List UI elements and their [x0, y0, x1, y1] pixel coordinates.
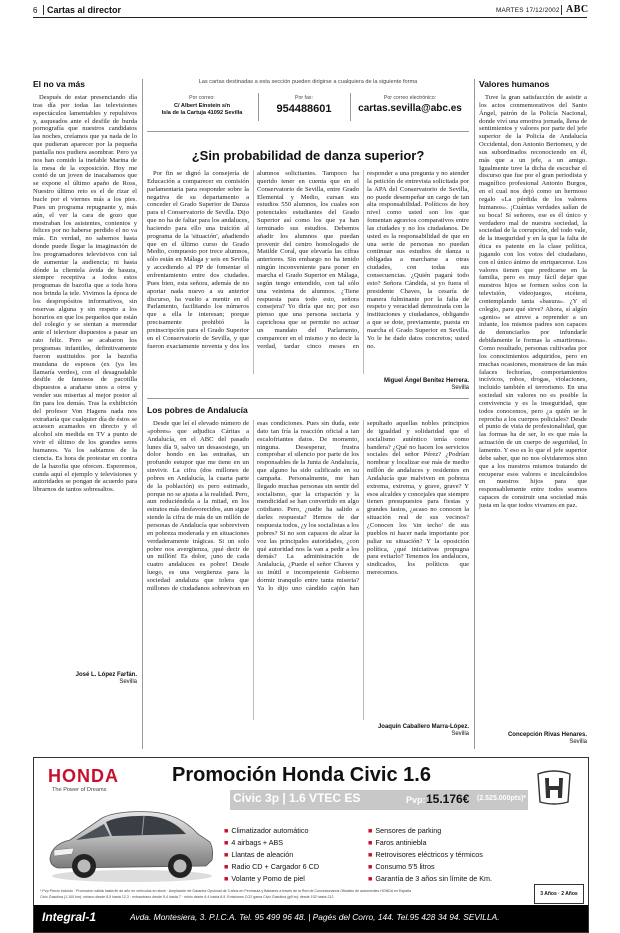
- right-letter-signature: Concepción Rivas Henares.: [507, 732, 587, 738]
- ad-fineprint-2: Civic Gasolina (1.100 km): urbano desde 8,5 hasta 12,3 · extraurbano desde 5,4 hasta 7 · mixto desde 6,4 hasta 8,9. Emisiones CO2 gama Civic Gasolina (g/Km): desde 152 hasta 212: [40, 895, 334, 899]
- dealer-address: Avda. Montesiera, 3. P.I.C.A. Tel. 95 499 96 48. | Pagés del Corro, 144. Tel.95 428 34 94. SEVILLA.: [130, 912, 500, 922]
- right-letter-body: [479, 94, 587, 730]
- address-box-bottom-rule: [147, 131, 469, 132]
- col-divider-right: [474, 79, 475, 749]
- price-euro: 15.176€: [426, 792, 470, 806]
- bottom-letter-text: Desde que leí el elevado número de «pobres» que adjudica Cáritas a Andalucía, en el ABC del pasado lunes día 9, salvo un desasosiego, un dolor hondo en las entrañas, un profundo estupor que me tiene en un sinvivir. La cifra (dos millones de pobres en Andalucía, la cuarta parte de la población) es pero estimado, porque no se ajusta a la realidad. Pero, aun reduciéndola a la mitad, en los estratos más desfavorecidos, aun sigue siendo la cifra de más de un millón de personas de Andalucía que sobreviven en pobreza moderada y en situaciones verdaderamente trágicas. Si un solo pobre nos avergüenza, ¡qué decir de un millón! Es dolor, ¡uno de cada cuatro andaluces es pobre! Desde luego, es una vergüenza para la sociedad andaluza que tolera que millones de ciudadanos sobrevivan en esas condiciones. Pues sin duda, este dato tan fría la reacción oficial a tan escalofriantes datos. De momento, ninguna. Desesperar, frustra comprobar el silencio por parte de los responsables de la Junta de Andalucía, que alguno ha sido calificado en su campaña. Personalmente, me han llegado muchas personas sin sentir del socialismo, que la crispación y la mendicidad se han convertido en algo cotidiano. Pero, ¿nadie ha salido a darles respuesta? Hemos de dar respuesta todos, ¿y los socialistas a los pobres? Si no son capaces de alzar la voz las principales autoridades, ¿con qué autoridad nos la van a pedir a los demás? La administración de Andalucía, ¿Puede el señor Chaves y su inútil e incompetente Gobierno dormir tranquilo entre tanta miseria? Ya lo dijo uno cándido cajón han sepultado aquellas nobles principios de igualdad y solidaridad que el socialismo auténtico tenía como bandera? ¿Qué no hacen los servicios sociales del señor Pérez? ¿Podrían nombrar y localizar ese más de medio millón de andaluces y residentes en Andalucía que malviven en pobreza extrema, extrema, y grave, grave? Y esos alcaldes y concejales que siempre tienen presupuestos para fiestas y grandes fastos, ¿acaso no conocen la situación real de sus vecinos? ¿Conocen los 'sin techo' de sus pueblos ni hacer nada importante por paliar su situación? Y la oposición política, ¿qué iniciativas propugna para evitarlo? Tenemos los andaluces, sindicados, los políticos que merecemos.: [147, 420, 469, 592]
- feature-left-5: ■ Volante y Pomo de piel: [224, 874, 305, 883]
- right-letter-text: Tuve la gran satisfacción de asistir a los actos conmemorativos del Santo Ángel, patrón de la Policía Nacional, donde viví una emotiva jornada, llena de sentimientos y valores por parte del jefe superior de la Policía de Andalucía Occidental, don Antonio Bertomeu, y de sus subordinados reconociendo en él, más que a un jefe, a un amigo. Igualmente tuve la dicha de escuchar el discurso que fue por el gran periodista y magnífico profesional Antonio Burgos, en el cual nos dejó como un hermoso regalo «La pérdida de los valores humanos». ¡Cuántas verdades salían de su boca! Sí señores, ese es él único y verdadero mal de nuestra sociedad, la sociedad de la corrupción, del todo vale, de la inseguridad y en la que la falta de ética es patente en la clase política, jugando con los votos del ciudadano, con el único ánimo de enriquecerse. Los valores tienen que predicarse en la familia, pero es muy fácil dejar que nuestros hijos se formen solos con la televisión, videojuegos, etcétera, contemplando tanta «basura». ¿Y el colegio, para qué sirve? Ahora, sí algún «genio» se atreve a reprender a un infante, los mismos padres son capaces de denunciarlos por infundarle debidamente le formas la «martirona». Como resultado, personas cultivadas por los conocimientos adquiridos, pero en muchas ocasiones, monstruos de las más falaces fechorías, comportamientos incívicos, robos, drogas, violaciones, incluido también el terrorismo. En una sociedad sin valores no es posible la convivencia y es la inseguridad, que todos conocemos, pero ¿a quién se le reprocha a los cuerpos policiales? Desde el punto de vista de profesionalidad, que las formas ha de ser, lo es que más la actuación de un cuerpo de seguridad, lo lamento. Y eso es lo que el jefe superior debe saber, que no nos olvidaremos sino que a los nuestros mismos tratando de recuperar esos valores e inculcándolos en nuestros hijos para que responsablemente entre todos seamos capaces de construir una sociedad más justa en la que todos vivamos en paz.: [479, 94, 587, 509]
- feature-right-5: ■ Garantía de 3 años sin límite de Km.: [368, 874, 493, 883]
- feature-label: Faros antiniebla: [375, 838, 427, 847]
- email-label: Por correo electrónico:: [383, 95, 437, 101]
- left-letter-signature-block: [33, 672, 137, 687]
- letters-intro: Las cartas destinadas a esta sección pueden dirigirse a cualquiera de la siguiente forma: [198, 79, 418, 85]
- warranty-badge: 3 Años · 2 Años: [534, 884, 584, 904]
- price-pesetas: (2.525.000pts)*: [477, 795, 527, 802]
- left-letter-text: Después de estar presenciando día tras día por todas las televisiones espectáculos lamentables y repulsivos y, asqueados ante el desfile de burda pornografía que nuestros candidatos las noches, creíamos que ya nada de lo que pudieran aparecer por la pequeña pantalla nos pudiera asombrar. Pero ya nos han comido la inefable Marina de la mesa de la exposición. Hoy me contó de un joven de inacabamos que se expone el último apaño de Ross, Nuestro último reto es el de rizar el bucle por el viernes más a los pies. Pues un programa repugnante y, más aún, el ver la cara de gozo que mostraban los asistentes, contentos y felices por no haberse perdido el no va más. En verdad, no sabemos hasta donde puede llegar la imaginación de los programadores televisivos con tal de aumentar la audiencia; ni hasta dónde la clientela ávida de basura, siempre receptiva a todos estos programas de bazofia que a toda hora nos brinda la tele. Vivimos la época de los despropósitos informativos, sin reservas alguna y sin respeto a los horarios en que los pequeños que están del colegio y se sientan a merendar ante el televisor dispuestos a pasar un rato feliz. Pero se acabaron los programas infantiles, definitivamente fueron sustituidos por la bazofia mundana de esposos (ex (ya les llamaría verdes), con el desagradable desfile de famosos de pacotilla dispuestos a arañarse unos a otros y vender sus miserias al mejor postor al fin para los demás. Tras la exhibición del profesor Von Hagens nada nos extrañaría que cualquier día de éstos se acuesen acamados en directo y el alcohol sin medida en TV a punto de vivir el último de los grandes seres humanos. Ya los sabíamos de la ciencia. Es hora de protestar en contra de la bazofia que ofrecen. Esperemos, cunda aquí el ejemplo y televisiones y autoridades se pongan de acuerdo para librarnos de tantos sobresaltos.: [33, 94, 137, 494]
- abc-logo: ABC: [566, 4, 589, 15]
- main-letter-bottom-rule: [147, 398, 469, 399]
- bottom-letter-title: Los pobres de Andalucía: [147, 405, 248, 415]
- feature-right-2: ■ Faros antiniebla: [368, 838, 427, 847]
- main-letter-body: [147, 170, 469, 374]
- ad-fineprint-1: * Pvp Precio incluido · Promoción válida hasta fin de año en vehículos en stock · Ampliación de Garantía Opcional de 3 años en Península y Baleares a través de la Red de Concesionarios Oficiales de automóviles HONDA en España: [40, 889, 412, 893]
- feature-right-1: ■ Sensores de parking: [368, 826, 442, 835]
- left-letter-body: [33, 94, 137, 669]
- feature-label: Retrovisores eléctricos y térmicos: [375, 850, 483, 859]
- feature-left-4: ■ Radio CD + Cargador 6 CD: [224, 862, 320, 871]
- feature-label: 4 airbags + ABS: [231, 838, 284, 847]
- feature-left-3: ■ Llantas de aleación: [224, 850, 294, 859]
- feature-label: Llantas de aleación: [231, 850, 294, 859]
- bottom-letter-body: [147, 420, 469, 720]
- feature-right-4: ■ Consumo 5'5 litros: [368, 862, 435, 871]
- feature-label: Sensores de parking: [375, 826, 442, 835]
- fax-label: Por fax:: [295, 95, 313, 101]
- post-label: Por correo:: [189, 95, 215, 101]
- price-label: Pvp:: [406, 795, 426, 805]
- main-letter-city: Sevilla: [451, 385, 469, 392]
- honda-civic-car-image: [40, 796, 218, 884]
- right-letter-city: Sevilla: [569, 739, 587, 746]
- honda-advertisement[interactable]: [33, 757, 589, 933]
- left-letter-signature: José L. López Farfán.: [75, 672, 137, 678]
- feature-left-2: ■ 4 airbags + ABS: [224, 838, 284, 847]
- main-letter-title: ¿Sin probabilidad de danza superior?: [191, 148, 425, 163]
- issue-date: MARTES 17/12/2002: [496, 7, 560, 14]
- ad-headline: Promoción Honda Civic 1.6: [172, 764, 431, 786]
- post-address-line2: Isla de la Cartuja 41092 Sevilla: [161, 110, 243, 116]
- letters-address-box: [147, 79, 469, 127]
- feature-label: Climatizador automático: [231, 826, 309, 835]
- col-divider-left: [142, 79, 143, 749]
- right-letter-title: Valores humanos: [479, 79, 550, 89]
- date-divider: [561, 5, 562, 15]
- feature-label: Radio CD + Cargador 6 CD: [231, 862, 320, 871]
- feature-left-1: ■ Climatizador automático: [224, 826, 309, 835]
- feature-label: Garantía de 3 años sin límite de Km.: [375, 874, 493, 883]
- bottom-letter-signature: Joaquín Caballero Marra-López.: [377, 724, 469, 730]
- page-number-divider: [43, 5, 44, 15]
- bottom-letter-signature-block: [367, 724, 469, 739]
- honda-h-logo: [534, 770, 574, 806]
- post-address-line1: C/ Albert Einstein s/n: [173, 103, 231, 109]
- model-line: Civic 3p | 1.6 VTEC ES: [233, 791, 361, 805]
- email-address[interactable]: cartas.sevilla@abc.es: [358, 103, 462, 114]
- main-letter-signature-block: [367, 378, 469, 393]
- bottom-letter-city: Sevilla: [451, 731, 469, 738]
- fax-number: 954488601: [276, 103, 332, 115]
- honda-logo: HONDA: [48, 766, 119, 786]
- right-letter-signature-block: [479, 732, 587, 747]
- section-title: Cartas al director: [47, 5, 122, 15]
- left-letter-title: El no va más: [33, 79, 85, 89]
- left-letter-city: Sevilla: [119, 679, 137, 686]
- page-number: 6: [33, 6, 38, 15]
- dealer-name: Integral-1: [42, 910, 97, 924]
- feature-label: Consumo 5'5 litros: [375, 862, 435, 871]
- feature-right-3: ■ Retrovisores eléctricos y térmicos: [368, 850, 483, 859]
- feature-label: Volante y Pomo de piel: [231, 874, 305, 883]
- honda-h-emblem-icon: [534, 770, 574, 806]
- header-rule: [33, 17, 587, 18]
- main-letter-text: Por fin se dignó la consejería de Educación a comparecer en comisión parlamentaria para responder sobre la negativa de su departamento a conceder el Grado Superior de Danza para el Conservatorio de Sevilla. Dijo que no ha de faltar para los andaluces, haciendo para ello una traición al programa de la 'situación', añadiendo que en el último curso de Grado Medio, compuesto por trece alumnos, sólo están en Málaga y seis en Sevilla y accediendo al PP de fomentar el enfrentamiento entre dos ciudades. Pues bien, esta señora, además de no aportar nada nuevo a su anterior discurso, ha vuelto a mentir en el Parlamento, facilitando los números que a ella le interesan; porque precisamente prohibió la preinscripción para el Grado Superior en el Conservatorio de Sevilla, y que fueron exactamente noventa y dos los alumnos solicitantes. Tampoco ha querido tener en cuenta que en el Conservatorio de Sevilla, entre Grado Elemental y Medio, cursan sus estudios 550 alumnos, los cuales son potenciales estudiantes del Grado Superior así como los que ya han terminado sus estudios. Debemos añadir los alumnos que puedan provenir del centro homologado de Matilde Coral, que elevaría las cifras anteriores. Sin embargo no ha tenido ningún inconveniente para poner en marcha el Grado Superior en Málaga, según tengo entendido, con tal sólo una veintena de alumnos. ¿Tiene respuesta para todo esto, señora consejera? Yo diría que no; por eso pienso que una persona sectaria y caprichosa que se permite no actuar un mandato del Parlamento, comparecer en el mismo y no decir la verdad, tardar cinco meses en responder a una pregunta y no atender la petición de entrevista solicitada por la APA del Conservatorio de Sevilla, no puede desempeñar un cargo de tan alta responsabilidad. Políticos de hoy nivel como usted son los que fomentan agravios comparativos entre las ciudades y no los ciudadanos. De usted es la responsabilidad de que en una serie de personas no puedan continuar sus estudios de danza u obligadas a marcharse a otras ciudades, con todas sus consecuencias. ¿Quién pagará todo esto? Señora Cándida, si yo fuera el presidente Chaves, la cesaría de manera fulminante por la falta de respeto y veracidad demostrada con la instituciones y ciudadanos, obligando a que se dote, previamente, puesta en marcha el Grado Superior en Sevilla. Yo le he dado datos concretos; usted no.: [147, 170, 469, 350]
- honda-tagline: The Power of Dreams: [52, 787, 107, 793]
- page-header: [0, 0, 620, 18]
- main-letter-signature: Miguel Ángel Benítez Herrera.: [383, 378, 469, 384]
